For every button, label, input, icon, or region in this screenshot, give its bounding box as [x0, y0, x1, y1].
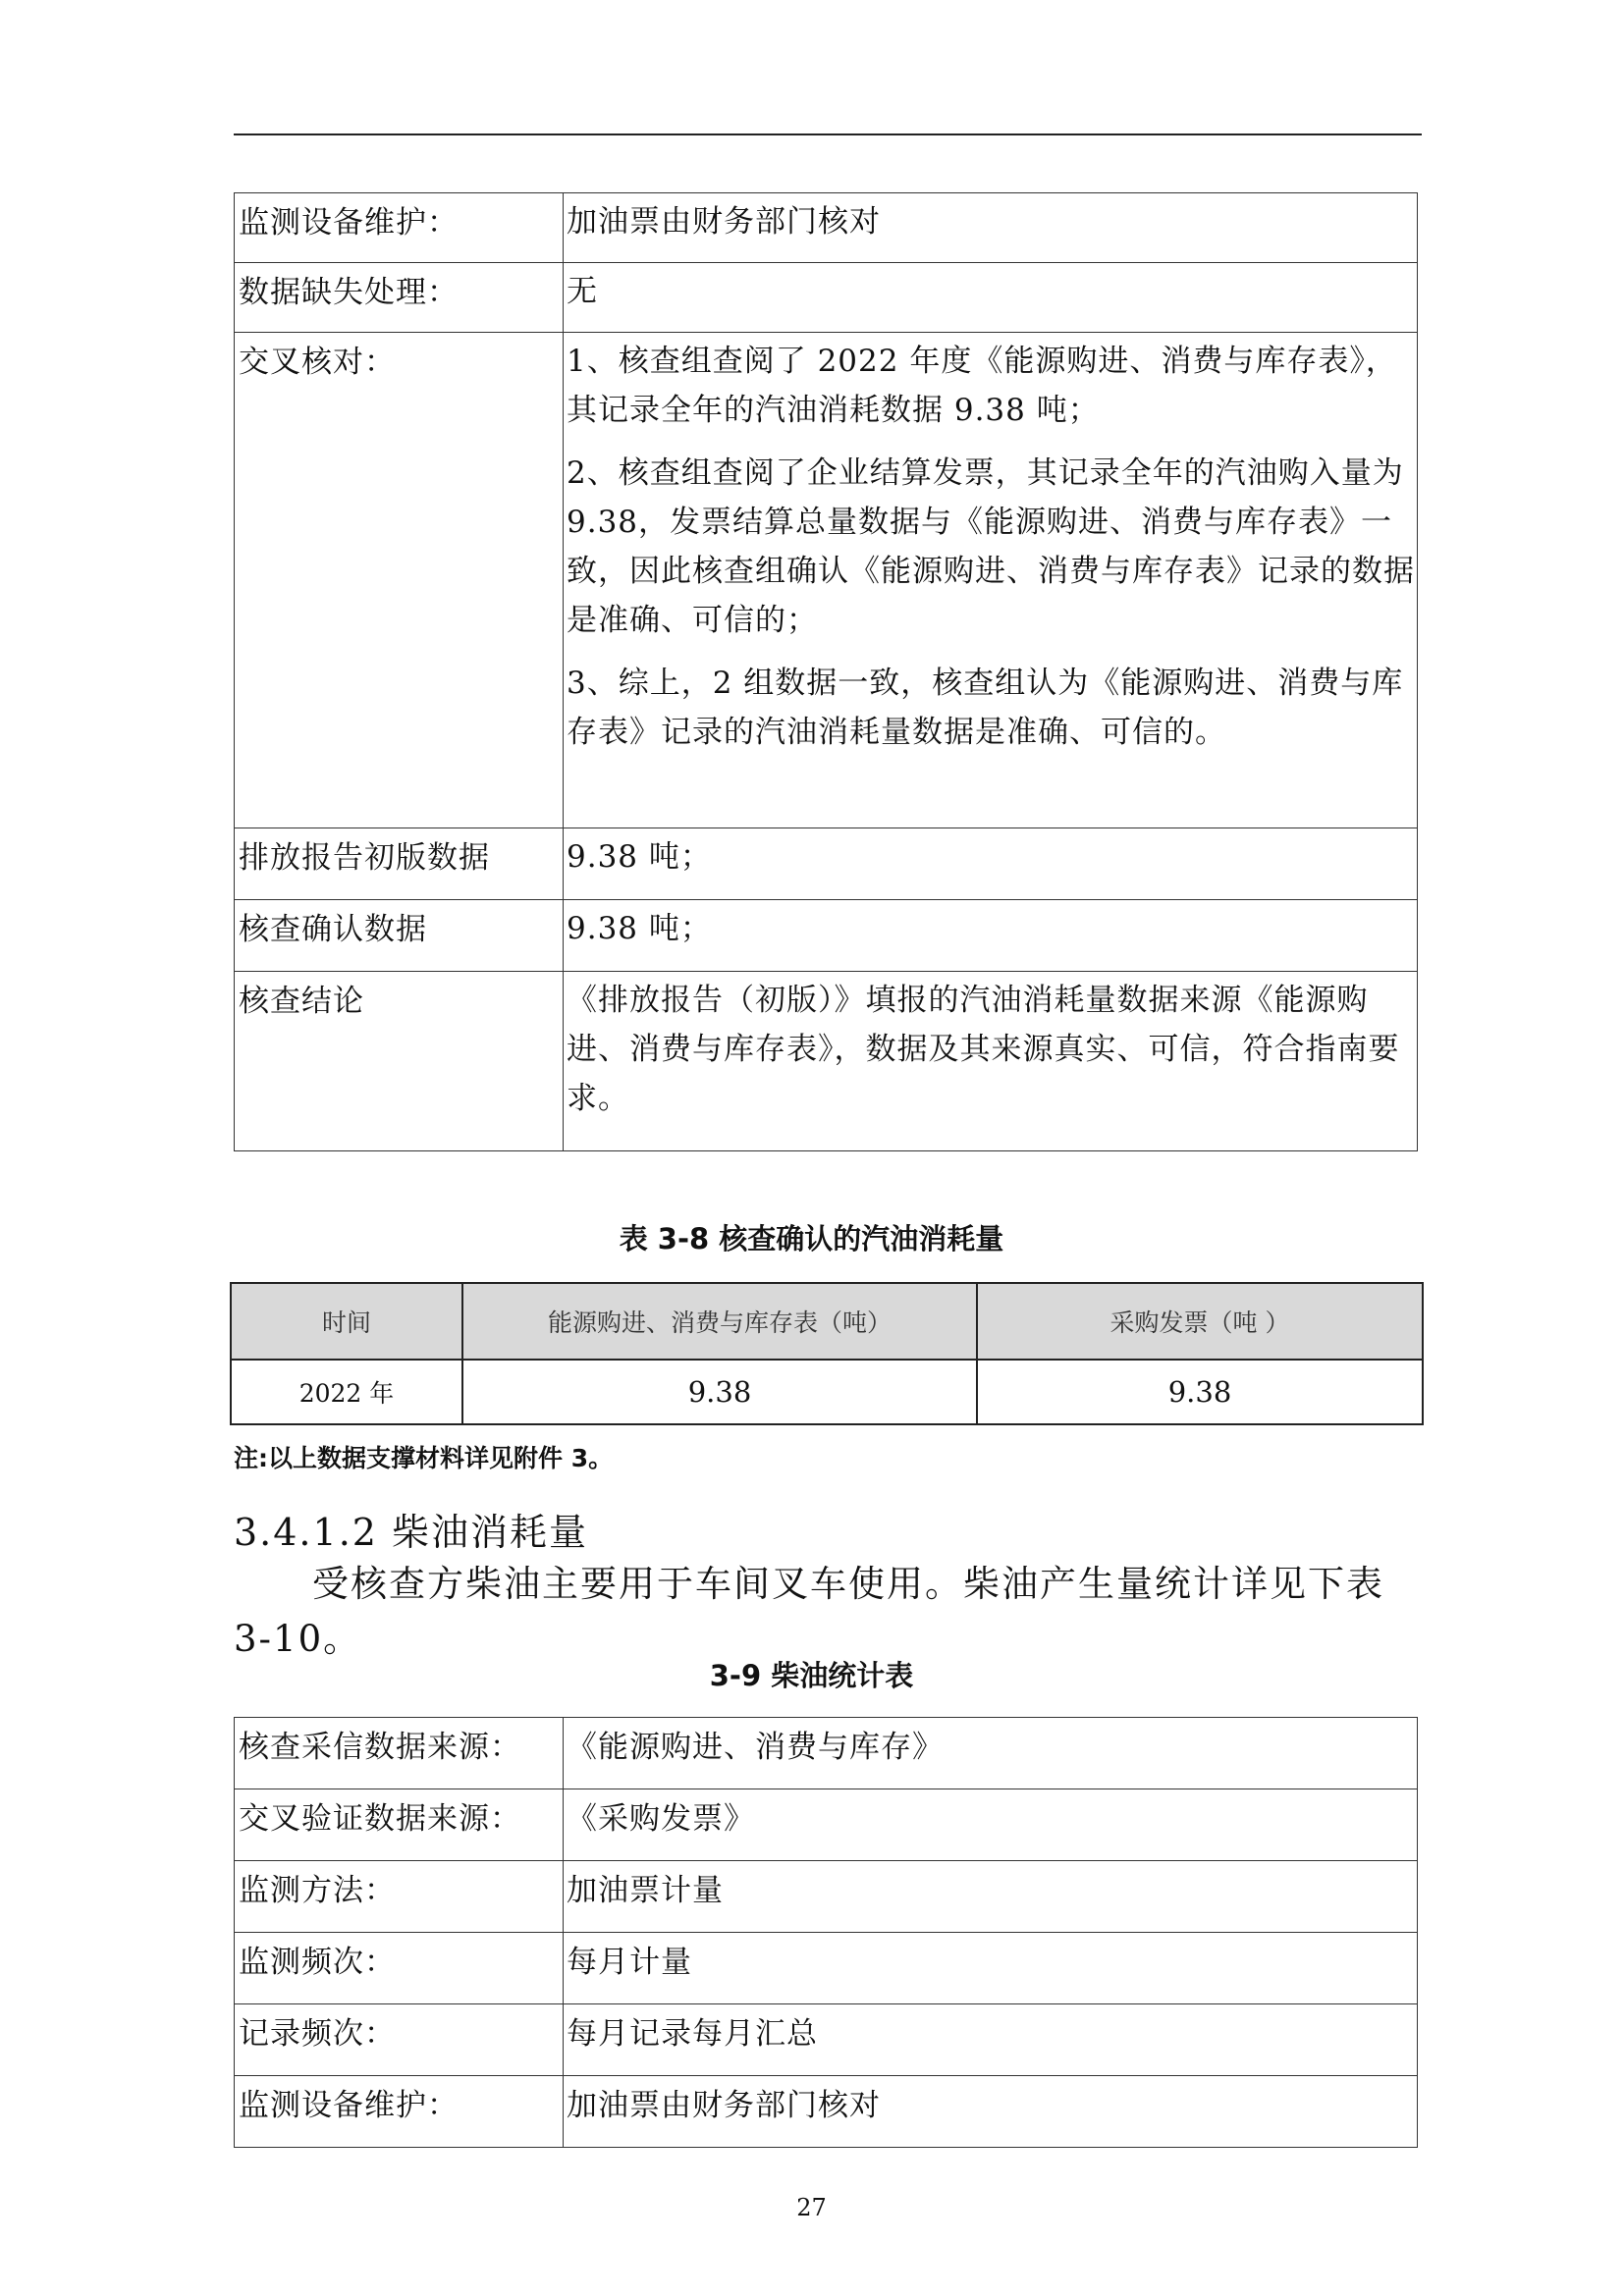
- table-row: [235, 1861, 1418, 1933]
- cross-check-item-2: 2、核查组查阅了企业结算发票，其记录全年的汽油购入量为 9.38，发票结算总量数据与《能源购进、消费与库存表》一致，因此核查组确认《能源购进、消费与库存表》记录的数据是准确、可信的；: [567, 455, 1415, 638]
- table-caption: 3-9 柴油统计表: [709, 1659, 914, 1692]
- table-cell: 9.38: [462, 1360, 977, 1424]
- row-label: 监测频次：: [235, 1933, 564, 2004]
- row-label: 记录频次：: [235, 2004, 564, 2076]
- row-value: 《采购发票》: [564, 1789, 1418, 1861]
- gasoline-consumption-table: [230, 1282, 1424, 1425]
- table-row: [235, 2004, 1418, 2076]
- section-paragraph: 受核查方柴油主要用于车间叉车使用。柴油产生量统计详见下表 3-10。: [234, 1563, 1384, 1660]
- table-row: [235, 1933, 1418, 2004]
- column-header: 时间: [231, 1283, 462, 1360]
- table-cell: 2022 年: [231, 1360, 462, 1424]
- table-header-row: [231, 1283, 1423, 1360]
- row-value: 加油票计量: [564, 1861, 1418, 1933]
- row-label: 核查确认数据: [235, 900, 564, 972]
- table-row: [235, 2076, 1418, 2148]
- row-value: 《能源购进、消费与库存》: [564, 1718, 1418, 1789]
- table-row: [235, 828, 1418, 900]
- row-value: [564, 333, 1418, 828]
- row-label: 核查结论: [235, 972, 564, 1151]
- table-row: [235, 193, 1418, 263]
- table-row: [235, 900, 1418, 972]
- diesel-statistics-table: [234, 1717, 1418, 2148]
- row-value: 每月计量: [564, 1933, 1418, 2004]
- row-label: 监测设备维护：: [235, 2076, 564, 2148]
- table-row: [231, 1360, 1423, 1424]
- table-caption: 表 3-8 核查确认的汽油消耗量: [619, 1222, 1004, 1255]
- cross-check-item-1: 1、核查组查阅了 2022 年度《能源购进、消费与库存表》，其记录全年的汽油消耗数据 9.38 吨；: [567, 344, 1397, 428]
- row-value: 《排放报告（初版）》填报的汽油消耗量数据来源《能源购进、消费与库存表》，数据及其来源真实、可信，符合指南要求。: [564, 972, 1418, 1151]
- row-value: 加油票由财务部门核对: [564, 2076, 1418, 2148]
- row-value: 加油票由财务部门核对: [564, 193, 1418, 263]
- column-header: 采购发票（吨 ）: [977, 1283, 1423, 1360]
- row-value: 9.38 吨；: [564, 828, 1418, 900]
- table-row: [235, 333, 1418, 828]
- table-row: [235, 263, 1418, 333]
- page-number: 27: [796, 2194, 827, 2221]
- row-label: 监测设备维护：: [235, 193, 564, 263]
- table-row: [235, 972, 1418, 1151]
- row-label: 交叉核对：: [235, 333, 564, 828]
- table-row: [235, 1789, 1418, 1861]
- row-value: 无: [564, 263, 1418, 333]
- gasoline-verification-table: [234, 192, 1418, 1151]
- row-label: 监测方法：: [235, 1861, 564, 1933]
- header-rule: [234, 133, 1422, 135]
- row-value: 每月记录每月汇总: [564, 2004, 1418, 2076]
- table-row: [235, 1718, 1418, 1789]
- cross-check-item-3: 3、综上，2 组数据一致，核查组认为《能源购进、消费与库存表》记录的汽油消耗量数据是准确、可信的。: [567, 666, 1404, 750]
- column-header: 能源购进、消费与库存表（吨）: [462, 1283, 977, 1360]
- row-label: 排放报告初版数据: [235, 828, 564, 900]
- row-label: 交叉验证数据来源：: [235, 1789, 564, 1861]
- section-heading: 3.4.1.2 柴油消耗量: [234, 1511, 589, 1554]
- row-label: 数据缺失处理：: [235, 263, 564, 333]
- table-note: 注:以上数据支撑材料详见附件 3。: [234, 1444, 614, 1472]
- row-value: 9.38 吨；: [564, 900, 1418, 972]
- row-label: 核查采信数据来源：: [235, 1718, 564, 1789]
- table-cell: 9.38: [977, 1360, 1423, 1424]
